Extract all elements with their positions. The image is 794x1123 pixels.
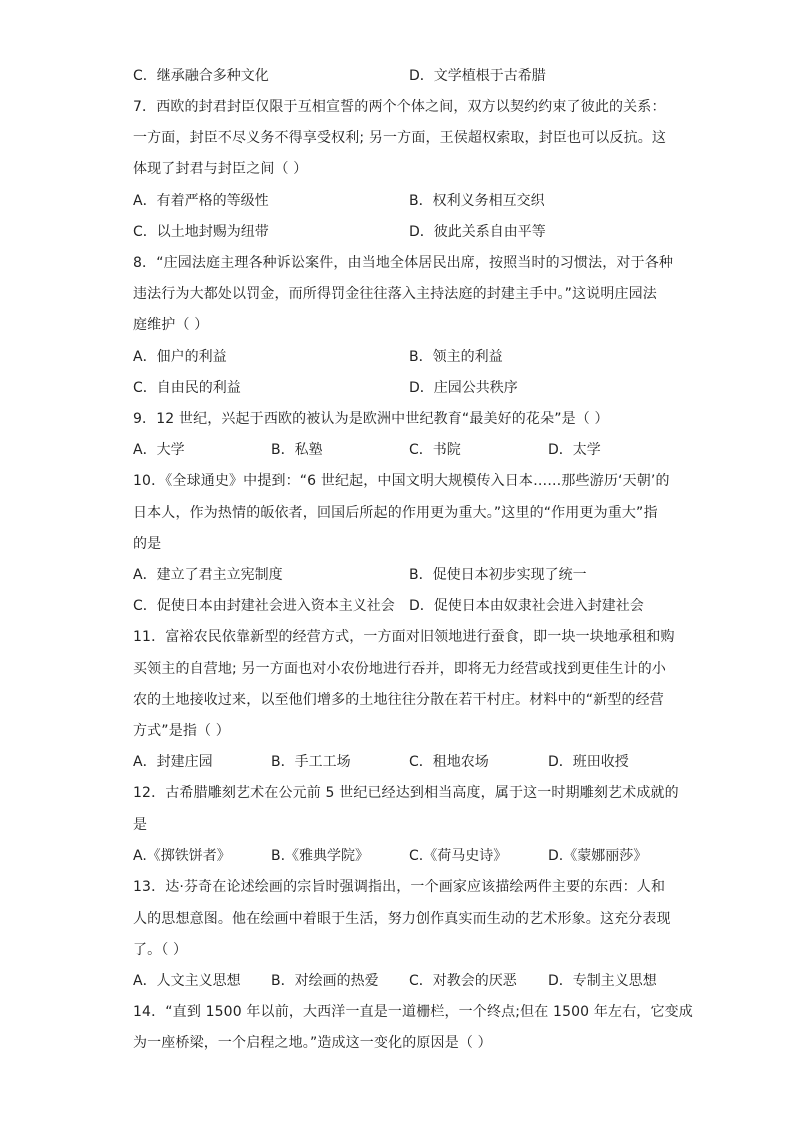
q11-option-a: A．封建庄园: [133, 754, 213, 770]
q9-option-c: C．书院: [409, 442, 461, 458]
q14-stem-line-2: 为一座桥梁，一个启程之地。”造成这一变化的原因是（ ）: [133, 1035, 492, 1051]
q12-option-b: B.《雅典学院》: [271, 848, 370, 864]
q10-stem-line-3: 的是: [133, 536, 162, 552]
q11-stem-line-4: 方式”是指（ ）: [133, 723, 230, 739]
q8-stem-line-2: 违法行为大都处以罚金，而所得罚金往往落入主持法庭的封建主手中。”这说明庄园法: [133, 286, 657, 302]
q12-option-c: C.《荷马史诗》: [409, 848, 508, 864]
q13-stem-line-1: 13．达·芬奇在论述绘画的宗旨时强调指出，一个画家应该描绘两件主要的东西：人和: [133, 879, 666, 895]
q13-option-c: C．对教会的厌恶: [409, 973, 517, 989]
q13-option-b: B．对绘画的热爱: [271, 973, 379, 989]
q11-option-c: C．租地农场: [409, 754, 489, 770]
q11-stem-line-2: 买领主的自营地; 另一方面也对小农份地进行吞并，即将无力经营或找到更佳生计的小: [133, 661, 667, 677]
q8-option-c: C．自由民的利益: [133, 380, 241, 396]
q10-option-c: C．促使日本由封建社会进入资本主义社会: [133, 598, 395, 614]
q13-option-a: A．人文主义思想: [133, 973, 241, 989]
q11-stem-line-3: 农的土地接收过来，以至他们增多的土地往往分散在若干村庄。材料中的“新型的经营: [133, 692, 664, 708]
q6-option-d: D．文学植根于古希腊: [409, 68, 546, 84]
q11-stem-line-1: 11．富裕农民依靠新型的经营方式，一方面对旧领地进行蚕食，即一块一块地承租和购: [133, 629, 675, 645]
q7-option-a: A．有着严格的等级性: [133, 193, 269, 209]
q10-option-d: D．促使日本由奴隶社会进入封建社会: [409, 598, 644, 614]
q13-stem-line-2: 人的思想意图。他在绘画中着眼于生活，努力创作真实而生动的艺术形象。这充分表现: [133, 911, 671, 927]
q10-option-b: B．促使日本初步实现了统一: [409, 567, 587, 583]
q6-option-c: C．继承融合多种文化: [133, 68, 269, 84]
q12-stem-line-2: 是: [133, 817, 148, 833]
q9-option-d: D．太学: [548, 442, 601, 458]
q13-option-d: D．专制主义思想: [548, 973, 657, 989]
q7-option-d: D．彼此关系自由平等: [409, 224, 546, 240]
q7-option-c: C．以土地封赐为纽带: [133, 224, 269, 240]
q8-option-b: B．领主的利益: [409, 349, 503, 365]
q14-stem-line-1: 14．“直到 1500 年以前，大西洋一直是一道栅栏，一个终点;但在 1500 年左右，它变成: [133, 1004, 693, 1020]
q12-option-d: D.《蒙娜丽莎》: [548, 848, 648, 864]
q8-option-d: D．庄园公共秩序: [409, 380, 518, 396]
q8-stem-line-3: 庭维护（ ）: [133, 317, 209, 333]
q9-option-a: A．大学: [133, 442, 185, 458]
q11-option-d: D．班田收授: [548, 754, 629, 770]
q8-option-a: A．佃户的利益: [133, 349, 227, 365]
q7-option-b: B．权利义务相互交织: [409, 193, 545, 209]
q10-option-a: A．建立了君主立宪制度: [133, 567, 283, 583]
q9-stem-line-1: 9．12 世纪，兴起于西欧的被认为是欧洲中世纪教育“最美好的花朵”是（ ）: [133, 411, 609, 427]
q8-stem-line-1: 8．“庄园法庭主理各种诉讼案件，由当地全体居民出席，按照当时的习惯法，对于各种: [133, 255, 674, 271]
q7-stem-line-3: 体现了封君与封臣之间（ ）: [133, 161, 308, 177]
q12-stem-line-1: 12．古希腊雕刻艺术在公元前 5 世纪已经达到相当高度，属于这一时期雕刻艺术成就的: [133, 785, 679, 801]
q13-stem-line-3: 了。（ ）: [133, 942, 188, 958]
q12-option-a: A.《掷铁饼者》: [133, 848, 231, 864]
q10-stem-line-2: 日本人，作为热情的皈依者，回国后所起的作用更为重大。”这里的“作用更为重大”指: [133, 505, 658, 521]
q11-option-b: B．手工工场: [271, 754, 351, 770]
q9-option-b: B．私塾: [271, 442, 323, 458]
q10-stem-line-1: 10．《全球通史》中提到：“6 世纪起，中国文明大规模传入日本……那些游历‘天朝’的: [133, 473, 670, 489]
q7-stem-line-2: 一方面，封臣不尽义务不得享受权利; 另一方面，王侯超权索取，封臣也可以反抗。这: [133, 130, 667, 146]
q7-stem-line-1: 7．西欧的封君封臣仅限于互相宣誓的两个个体之间，双方以契约约束了彼此的关系：: [133, 99, 666, 115]
